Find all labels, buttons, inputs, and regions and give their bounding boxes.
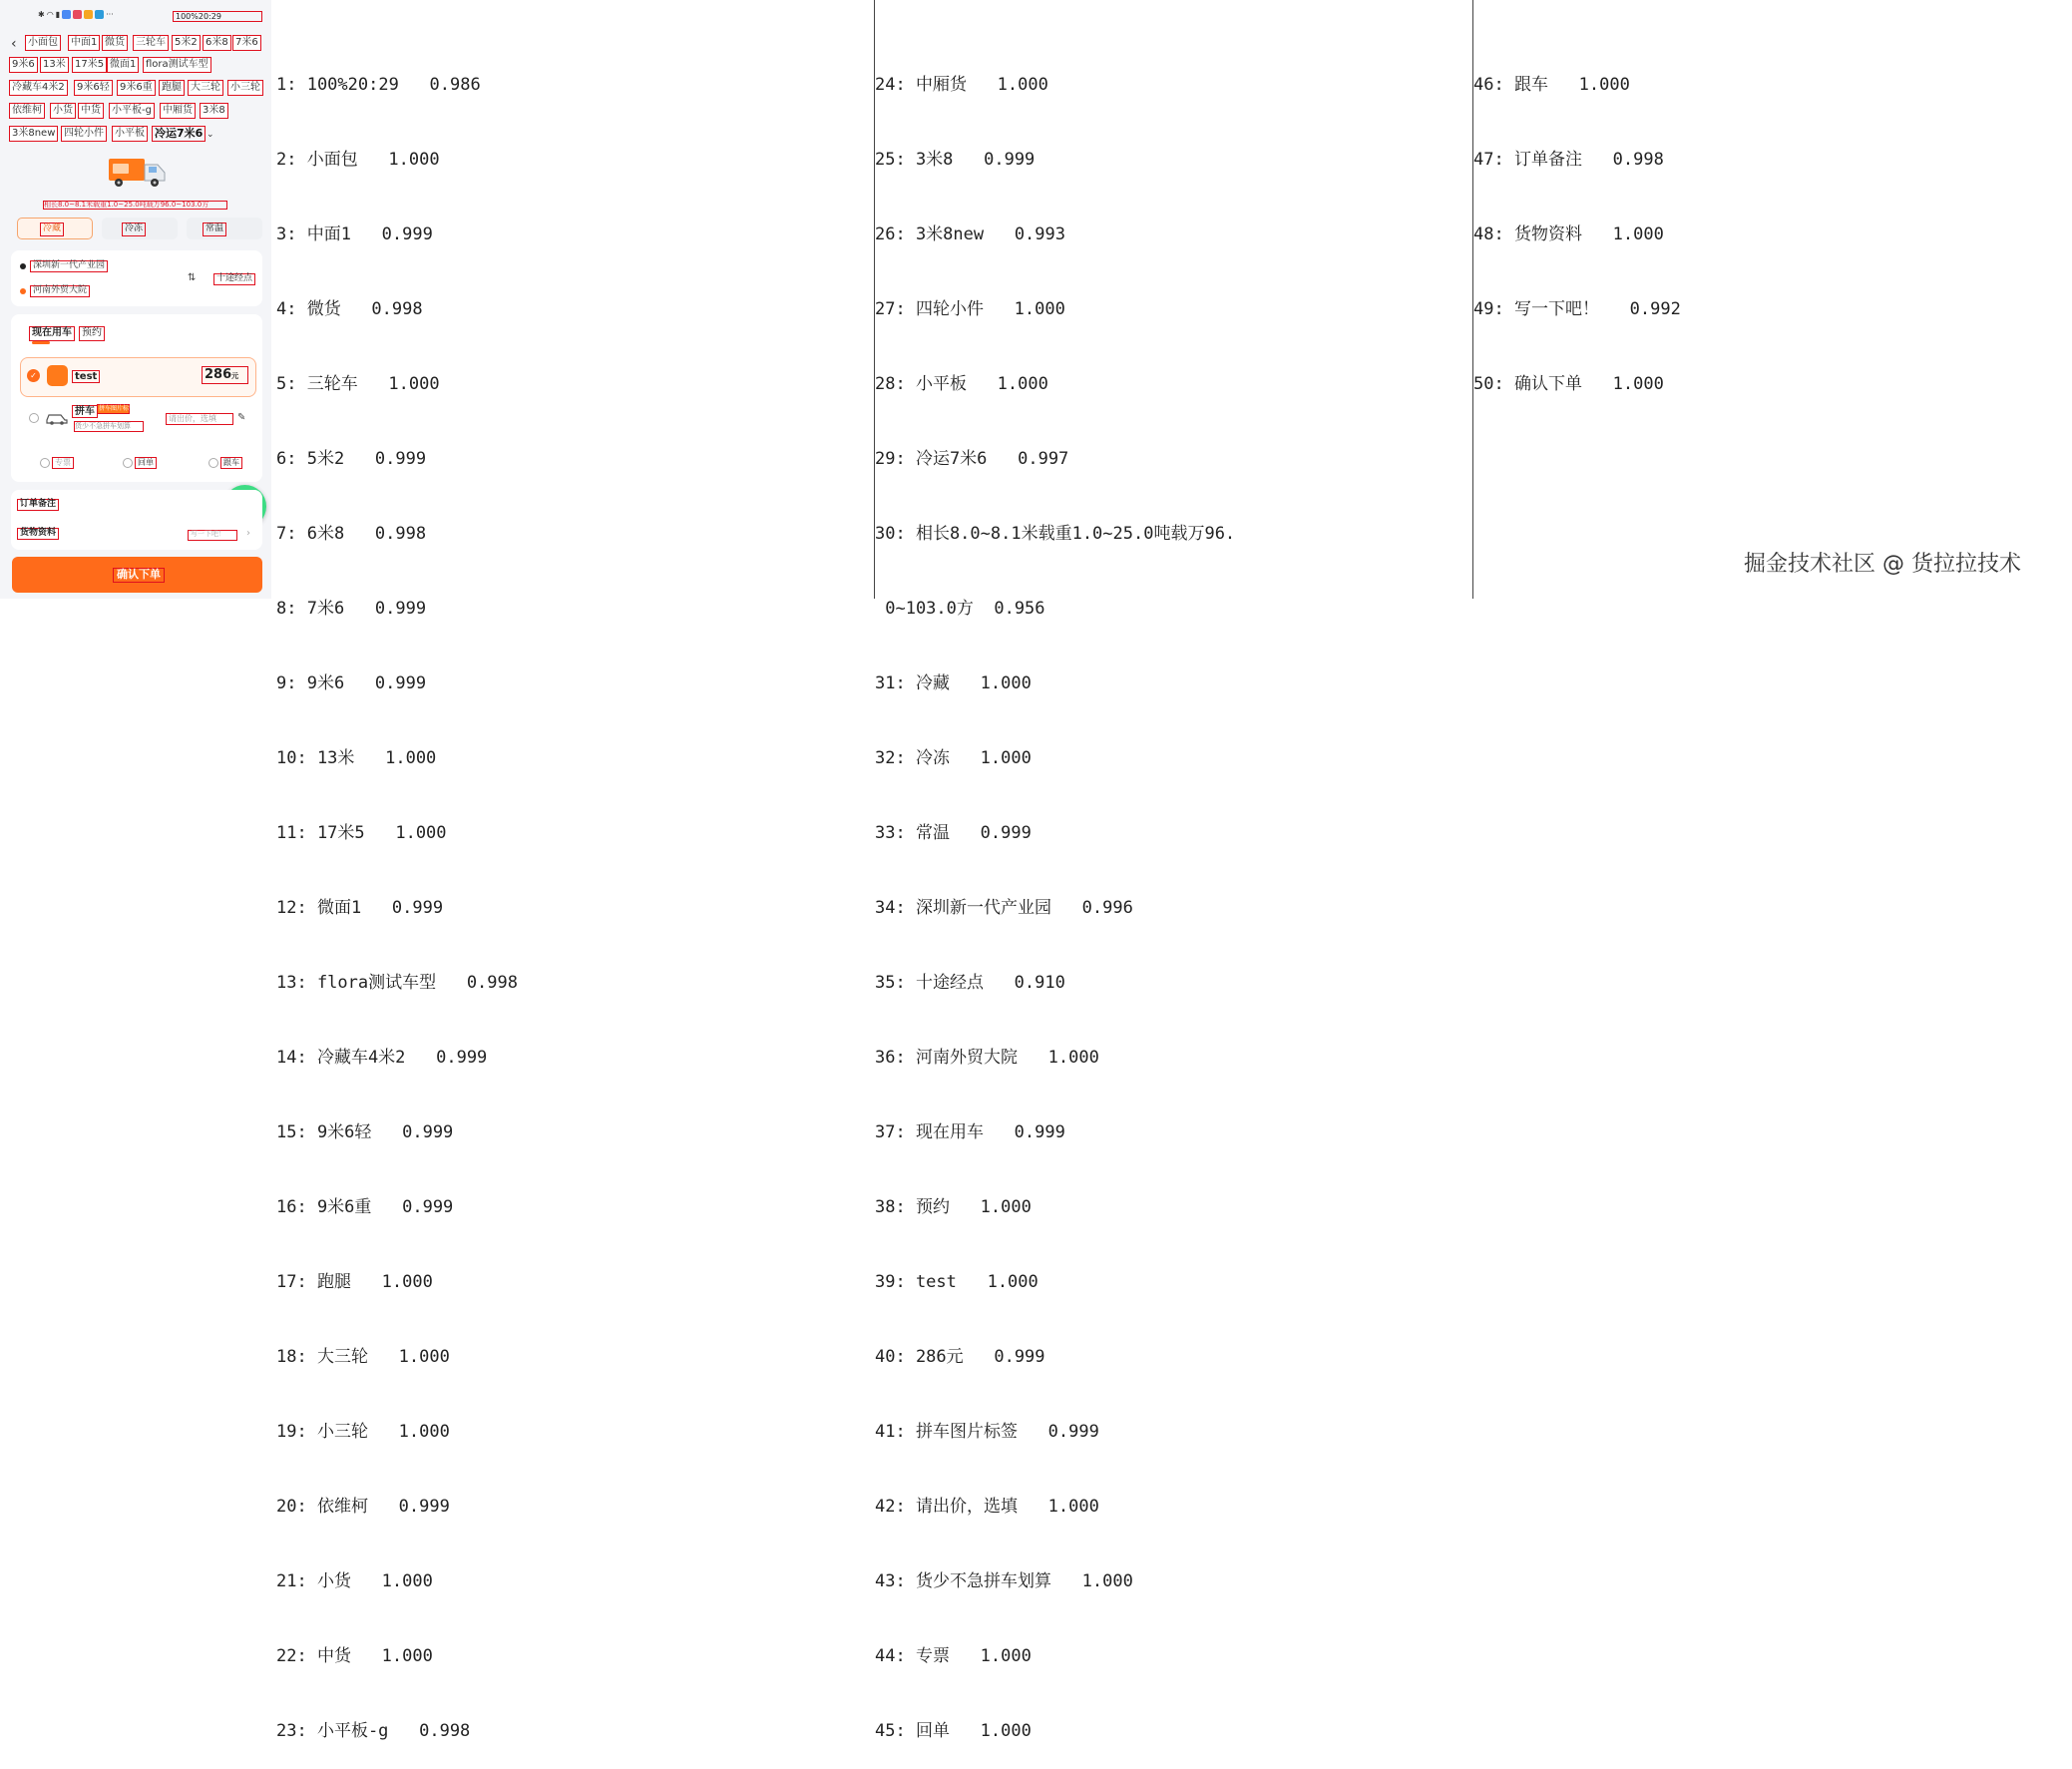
extra-checkbox[interactable] <box>123 458 133 468</box>
ocr-line: 41: 拼车图片标签 0.999 <box>875 1422 1099 1442</box>
wifi-icon: ◠ <box>46 10 54 19</box>
ocr-line: 40: 286元 0.999 <box>875 1347 1045 1367</box>
ocr-line: 28: 小平板 1.000 <box>875 374 1048 394</box>
ocr-line: 48: 货物资料 1.000 <box>1473 224 1664 244</box>
vehicle-tag-selected[interactable]: 冷运7米6 <box>152 126 206 142</box>
ocr-line: 34: 深圳新一代产业园 0.996 <box>875 898 1133 918</box>
ocr-line: 3: 中面1 0.999 <box>276 224 433 244</box>
truck-description: 相长8.0~8.1米载重1.0~25.0吨载万96.0~103.0方 <box>43 201 227 210</box>
signal-icon: ▮ <box>55 10 61 19</box>
ocr-line: 22: 中货 1.000 <box>276 1646 433 1666</box>
vehicle-tag[interactable]: 3米8new <box>9 126 58 142</box>
vehicle-tag[interactable]: 中货 <box>78 103 104 119</box>
vehicle-tag[interactable]: 5米2 <box>172 35 201 51</box>
vehicle-tag[interactable]: 17米5 <box>72 57 107 73</box>
carpool-subtitle: 货少不急拼车划算 <box>74 421 144 432</box>
vehicle-tag[interactable]: 13米 <box>40 57 69 73</box>
status-bar <box>0 0 271 22</box>
end-address[interactable]: 河南外贸大院 <box>30 285 90 297</box>
vehicle-tag[interactable]: flora测试车型 <box>143 57 211 73</box>
ocr-line: 7: 6米8 0.998 <box>276 524 427 544</box>
chevron-right-icon[interactable]: › <box>246 528 250 539</box>
extra-follow[interactable]: 跟车 <box>220 457 242 469</box>
vehicle-tag[interactable]: 9米6轻 <box>74 80 113 96</box>
ocr-line: 9: 9米6 0.999 <box>276 673 427 693</box>
service-name: test <box>72 370 100 383</box>
ocr-line: 4: 微货 0.998 <box>276 299 423 319</box>
ocr-line: 36: 河南外贸大院 1.000 <box>875 1048 1099 1068</box>
service-price <box>202 366 248 384</box>
truck-illustration <box>108 155 168 191</box>
bluetooth-icon: ✱ <box>38 10 45 19</box>
temp-label-frozen[interactable]: 冷冻 <box>122 222 146 236</box>
vehicle-tag[interactable]: 跑腿 <box>159 80 185 96</box>
ocr-line: 23: 小平板-g 0.998 <box>276 1721 471 1741</box>
ocr-line: 16: 9米6重 0.999 <box>276 1197 454 1217</box>
ocr-line: 14: 冷藏车4米2 0.999 <box>276 1048 488 1068</box>
ocr-line: 50: 确认下单 1.000 <box>1473 374 1664 394</box>
confirm-order-label[interactable]: 确认下单 <box>113 568 165 583</box>
ocr-line: 33: 常温 0.999 <box>875 823 1032 843</box>
ocr-line: 39: test 1.000 <box>875 1272 1038 1292</box>
ocr-line: 21: 小货 1.000 <box>276 1571 433 1591</box>
ocr-line: 11: 17米5 1.000 <box>276 823 447 843</box>
app-icon <box>95 10 104 19</box>
phone-screenshot <box>0 0 271 599</box>
ocr-line: 18: 大三轮 1.000 <box>276 1347 450 1367</box>
temp-label-ambient[interactable]: 常温 <box>203 222 226 236</box>
ocr-line: 44: 专票 1.000 <box>875 1646 1032 1666</box>
more-icon: ··· <box>106 10 114 19</box>
ocr-line: 42: 请出价，选填 1.000 <box>875 1497 1099 1517</box>
bid-input[interactable]: 请出价，选填 <box>166 413 233 425</box>
extra-checkbox[interactable] <box>40 458 50 468</box>
start-dot-icon <box>20 263 26 269</box>
end-dot-icon <box>20 288 26 294</box>
ocr-line: 17: 跑腿 1.000 <box>276 1272 433 1292</box>
ocr-line: 10: 13米 1.000 <box>276 748 437 768</box>
vehicle-tag[interactable]: 小面包 <box>25 35 61 51</box>
app-icon <box>84 10 93 19</box>
start-address[interactable]: 深圳新一代产业园 <box>30 260 108 272</box>
ocr-line: 2: 小面包 1.000 <box>276 150 440 170</box>
vehicle-tag[interactable]: 7米6 <box>232 35 261 51</box>
goods-info-label[interactable]: 货物资料 <box>17 528 59 540</box>
vehicle-tag[interactable]: 小货 <box>50 103 76 119</box>
ocr-line: 15: 9米6轻 0.999 <box>276 1122 454 1142</box>
ocr-line: 32: 冷冻 1.000 <box>875 748 1032 768</box>
ocr-line: 6: 5米2 0.999 <box>276 449 427 469</box>
carpool-car-icon <box>45 410 69 425</box>
watermark: 掘金技术社区 @ 货拉拉技术 <box>1744 552 2021 577</box>
vehicle-tag[interactable]: 3米8 <box>200 103 228 119</box>
ocr-column-2 <box>875 23 1235 1769</box>
ocr-line: 24: 中厢货 1.000 <box>875 75 1048 95</box>
ocr-line: 27: 四轮小件 1.000 <box>875 299 1065 319</box>
status-icons <box>38 10 114 19</box>
ocr-column-3 <box>1473 23 1681 422</box>
temp-label-refrigerated[interactable]: 冷藏 <box>40 222 64 236</box>
carpool-tag: 拼车图片标签 <box>99 405 136 412</box>
pencil-icon[interactable]: ✎ <box>237 412 246 423</box>
carpool-name: 拼车 <box>72 405 98 418</box>
vehicle-tag[interactable]: 四轮小件 <box>61 126 107 142</box>
swap-icon[interactable]: ⇅ <box>188 272 197 283</box>
ocr-line: 1: 100%20:29 0.986 <box>276 75 481 95</box>
status-time: 100%20:29 <box>173 11 262 22</box>
ocr-column-1 <box>276 23 518 1769</box>
extra-checkbox[interactable] <box>208 458 218 468</box>
ocr-line: 46: 跟车 1.000 <box>1473 75 1630 95</box>
vehicle-tag[interactable]: 6米8 <box>203 35 231 51</box>
vehicle-tag[interactable]: 中厢货 <box>160 103 196 119</box>
ocr-line: 49: 写一下吧！ 0.992 <box>1473 299 1681 319</box>
vehicle-tag[interactable]: 9米6 <box>9 57 38 73</box>
ocr-line: 0~103.0方 0.956 <box>875 599 1045 619</box>
back-arrow-icon[interactable]: ‹ <box>11 36 17 52</box>
order-remark-label[interactable]: 订单备注 <box>17 499 59 511</box>
vehicle-tag[interactable]: 冷藏车4米2 <box>9 80 68 96</box>
ocr-line: 13: flora测试车型 0.998 <box>276 973 518 993</box>
tab-reserve[interactable]: 预约 <box>79 326 105 341</box>
goods-info-input[interactable]: 写一下吧！ <box>188 530 237 541</box>
vehicle-tag[interactable]: 微货 <box>102 35 128 51</box>
extra-invoice[interactable]: 专票 <box>52 457 74 469</box>
ocr-line: 12: 微面1 0.999 <box>276 898 444 918</box>
check-icon: ✓ <box>27 369 40 382</box>
price-unit: 元 <box>231 372 239 380</box>
vehicle-tag[interactable]: 微面1 <box>107 57 139 73</box>
ocr-line: 45: 回单 1.000 <box>875 1721 1032 1741</box>
ocr-line: 31: 冷藏 1.000 <box>875 673 1032 693</box>
chevron-down-icon[interactable]: ⌄ <box>207 130 214 140</box>
tab-now[interactable]: 现在用车 <box>29 326 75 341</box>
vehicle-tag[interactable]: 小平板-g <box>109 103 155 119</box>
ocr-line: 25: 3米8 0.999 <box>875 150 1036 170</box>
vehicle-tag[interactable]: 依维柯 <box>9 103 45 119</box>
vehicle-tag[interactable]: 小三轮 <box>227 80 263 96</box>
vehicle-tag[interactable]: 中面1 <box>68 35 100 51</box>
app-icon <box>62 10 71 19</box>
vehicle-tag[interactable]: 小平板 <box>112 126 148 142</box>
vehicle-tag[interactable]: 大三轮 <box>188 80 223 96</box>
ocr-line: 38: 预约 1.000 <box>875 1197 1032 1217</box>
car-icon <box>47 365 68 386</box>
price-value: 286 <box>205 367 232 382</box>
ocr-line: 20: 依维柯 0.999 <box>276 1497 450 1517</box>
ocr-line: 26: 3米8new 0.993 <box>875 224 1065 244</box>
ocr-line: 29: 冷运7米6 0.997 <box>875 449 1069 469</box>
tab-underline <box>32 341 50 344</box>
carpool-radio[interactable] <box>29 413 39 423</box>
ocr-line: 47: 订单备注 0.998 <box>1473 150 1664 170</box>
ocr-line: 43: 货少不急拼车划算 1.000 <box>875 1571 1133 1591</box>
app-icon <box>73 10 82 19</box>
ocr-line: 19: 小三轮 1.000 <box>276 1422 450 1442</box>
add-stops-button[interactable]: 十途经点 <box>213 273 255 285</box>
ocr-line: 35: 十途经点 0.910 <box>875 973 1065 993</box>
vehicle-tag[interactable]: 9米6重 <box>117 80 156 96</box>
ocr-line: 5: 三轮车 1.000 <box>276 374 440 394</box>
ocr-line: 8: 7米6 0.999 <box>276 599 427 619</box>
vehicle-tag[interactable]: 三轮车 <box>133 35 169 51</box>
ocr-line: 37: 现在用车 0.999 <box>875 1122 1065 1142</box>
ocr-line: 30: 相长8.0~8.1米载重1.0~25.0吨载万96. <box>875 524 1236 544</box>
extra-receipt[interactable]: 回单 <box>135 457 157 469</box>
